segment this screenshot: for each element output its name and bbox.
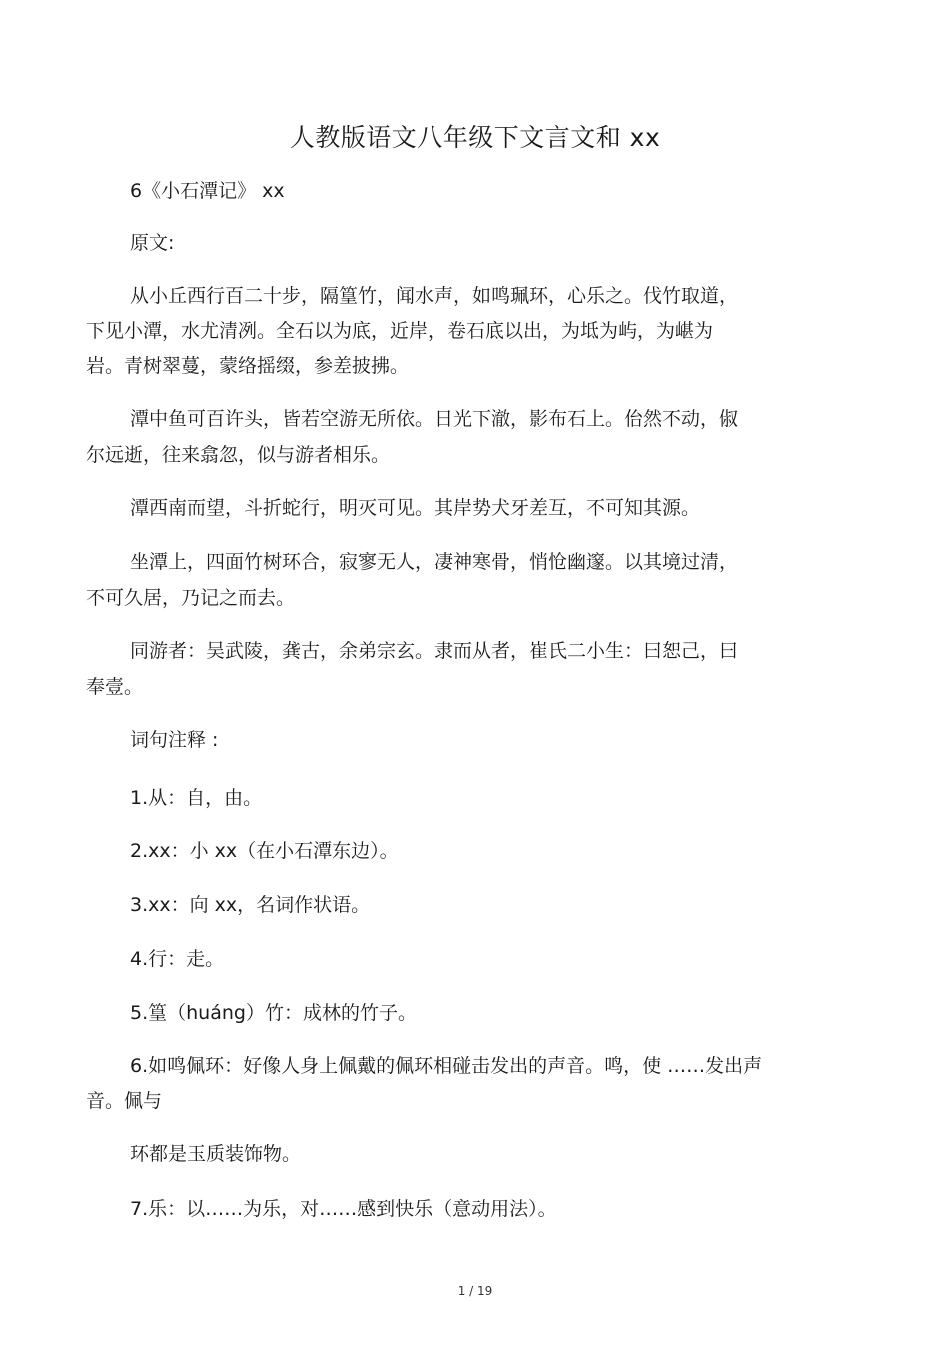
note-item: 1.从：自，由。 [130, 787, 263, 809]
paragraph-4-line-1: 坐潭上，四面竹树环合，寂寥无人，凄神寒骨，悄怆幽邃。以其境过清， [130, 551, 739, 573]
lesson-subtitle: 6《小石潭记》 xx [130, 180, 285, 202]
paragraph-1-line-3: 岩。青树翠蔓，蒙络摇缀，参差披拂。 [86, 355, 410, 377]
note-item: 3.xx：向 xx，名词作状语。 [130, 894, 371, 916]
page-indicator: 1 / 19 [457, 1284, 493, 1298]
paragraph-1-line-1: 从小丘西行百二十步，隔篁竹，闻水声，如鸣珮环，心乐之。伐竹取道， [130, 285, 739, 307]
note-6-line-2: 音。佩与 [86, 1090, 163, 1112]
yuanwen-heading: 原文: [130, 232, 175, 254]
note-item: 5.篁（huáng）竹：成林的竹子。 [130, 1002, 417, 1024]
note-item: 4.行：走。 [130, 948, 225, 970]
note-item: 2.xx：小 xx（在小石潭东边）。 [130, 840, 399, 862]
paragraph-2-line-2: 尔远逝，往来翕忽，似与游者相乐。 [86, 444, 391, 466]
paragraph-5-line-2: 奉壹。 [86, 676, 144, 698]
paragraph-2-line-1: 潭中鱼可百许头，皆若空游无所依。日光下澈，影布石上。佁然不动，俶 [130, 408, 739, 430]
note-7: 7.乐：以……为乐，对……感到快乐（意动用法）。 [130, 1198, 557, 1220]
paragraph-4-line-2: 不可久居，乃记之而去。 [86, 587, 296, 609]
note-6-line-1: 6.如鸣佩环：好像人身上佩戴的佩环相碰击发出的声音。鸣，使 ……发出声 [130, 1055, 763, 1077]
document-title: 人教版语文八年级下文言文和 xx [289, 123, 661, 152]
notes-heading: 词句注释 : [130, 729, 219, 751]
paragraph-3-line-1: 潭西南而望，斗折蛇行，明灭可见。其岸势犬牙差互，不可知其源。 [130, 497, 701, 519]
paragraph-1-line-2: 下见小潭，水尤清冽。全石以为底，近岸，卷石底以出，为坻为屿，为嵁为 [86, 320, 714, 342]
paragraph-5-line-1: 同游者：吴武陵，龚古，余弟宗玄。隶而从者，崔氏二小生：曰恕己，曰 [130, 640, 739, 662]
note-6-continuation: 环都是玉质装饰物。 [130, 1143, 302, 1165]
